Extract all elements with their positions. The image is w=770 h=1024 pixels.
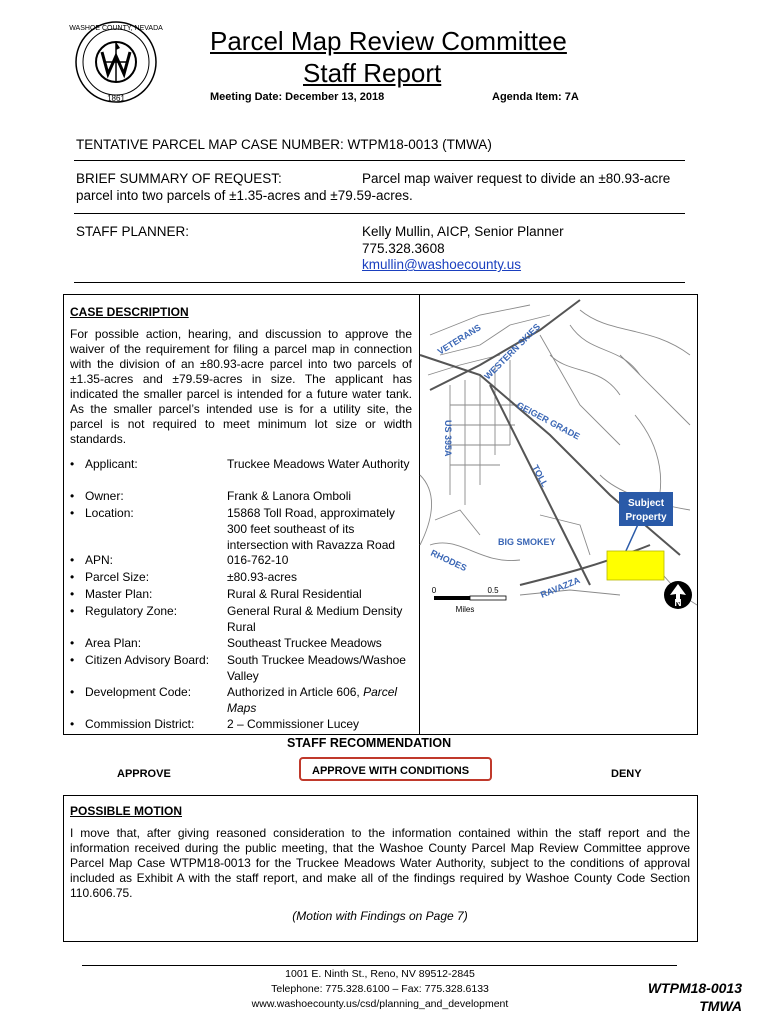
road-label-big-smokey: BIG SMOKEY [498,537,556,547]
scale-unit: Miles [455,605,475,614]
case-detail-label: Parcel Size: [85,570,150,584]
vicinity-map [420,295,697,625]
summary-text-1: Parcel map waiver request to divide an ±80.93-acre [362,171,671,186]
bullet-icon: • [70,457,75,471]
footer-url: www.washoecounty.us/csd/planning_and_development [251,998,509,1010]
case-detail-value [227,716,412,732]
case-number: TENTATIVE PARCEL MAP CASE NUMBER: WTPM18-0013 (TMWA) [76,137,492,152]
footer-address: 1001 E. Ninth St., Reno, NV 89512-2845 [285,968,475,980]
agenda-item: Agenda Item: 7A [492,91,579,103]
planner-name: Kelly Mullin, AICP, Senior Planner [362,224,564,239]
subject-label-1: Subject [627,498,665,509]
page-title-line1: Parcel Map Review Committee [210,26,567,56]
motion-text: I move that, after giving reasoned consideration to the information contained within the staff report and the information received during the public meeting, that the Washoe County Parcel Map Review Committee approve Parcel Map Case WTPM18-0013 for the Truckee Meadows Water Authority, subject to the conditions of approval included as Exhibit A with the staff report, and make all of the findings required by Washoe County Code Section 110.606.75. [70,826,690,900]
county-seal [69,18,163,106]
road-label-us395a: US 395A [443,420,453,457]
case-detail-label: APN: [85,553,114,567]
case-detail-value-text: Rural & Rural Residential [227,587,362,601]
case-detail-value [227,505,412,553]
case-detail-value-text: Southeast Truckee Meadows [227,636,382,650]
case-detail-value-text: 15868 Toll Road, approximately 300 feet southeast of its intersection with Ravazza Road [227,506,396,552]
case-detail-value-text: 2 – Commissioner Lucey [227,717,360,731]
case-detail-label: Commission District: [85,717,195,731]
footer-case-applicant: TMWA [699,998,742,1014]
road-label-geiger-grade: GEIGER GRADE [515,399,582,442]
deny-option: DENY [611,768,642,780]
bullet-icon: • [70,653,75,667]
bullet-icon: • [70,570,75,584]
case-detail-value-text: Truckee Meadows Water Authority [227,457,410,471]
footer-case-number: WTPM18-0013 [647,980,742,996]
road-label-toll: TOLL [530,463,551,489]
staff-recommendation-heading: STAFF RECOMMENDATION [287,736,452,750]
divider [74,282,685,283]
approve-option: APPROVE [117,768,171,780]
case-detail-label: Development Code: [85,685,192,699]
case-detail-value [227,456,412,472]
case-detail-label: Area Plan: [85,636,142,650]
seal-text: WASHOE COUNTY, NEVADA [69,25,163,32]
case-detail-value [227,586,412,602]
footer-phone: Telephone: 775.328.6100 – Fax: 775.328.6133 [271,983,489,995]
bullet-icon: • [70,717,75,731]
case-detail-value [227,552,412,568]
page-title-line2: Staff Report [303,58,442,88]
scale-start: 0 [431,586,437,595]
divider [74,160,685,161]
bullet-icon: • [70,553,75,567]
case-detail-value-text: General Rural & Medium Density Rural [227,604,403,634]
motion-note: (Motion with Findings on Page 7) [292,909,468,923]
summary-label: BRIEF SUMMARY OF REQUEST: [76,171,282,186]
planner-email-link[interactable]: kmullin@washoecounty.us [362,257,522,272]
case-detail-value [227,652,412,684]
case-description-text: For possible action, hearing, and discussion to approve the waiver of the requirement for filing a parcel map in connection with the division of an ±80.93-acre parcel into two parcels of ±1.35-acres and ±79.59-acres in size. The applicant has indicated the smaller parcel is intended for a future water tank. As the smaller parcel’s intended use is for a utility site, the parcel is not required to meet minimum lot size or width standards. [70,327,412,446]
approve-with-conditions-option: APPROVE WITH CONDITIONS [312,765,470,777]
case-detail-label: Citizen Advisory Board: [85,653,210,667]
case-detail-label: Applicant: [85,457,138,471]
case-detail-value [227,488,412,504]
case-description-heading: CASE DESCRIPTION [70,305,189,319]
footer-divider [82,965,677,966]
summary-text-2: parcel into two parcels of ±1.35-acres and ±79.59-acres. [76,188,413,203]
case-detail-value [227,569,412,585]
planner-phone: 775.328.3608 [362,241,445,256]
case-detail-label: Owner: [85,489,124,503]
case-detail-label: Regulatory Zone: [85,604,178,618]
road-label-ravazza: RAVAZZA [539,574,582,600]
case-detail-value-text: Frank & Lanora Omboli [227,489,352,503]
case-detail-label: Master Plan: [85,587,153,601]
road-label-western-skies: WESTERN SKIES [482,321,543,382]
meeting-date: Meeting Date: December 13, 2018 [210,91,385,103]
possible-motion-heading: POSSIBLE MOTION [70,804,183,818]
seal-year: 1861 [107,94,125,103]
case-detail-value-text: Authorized in Article 606, [227,685,364,699]
north-label: N [674,598,682,609]
divider [74,213,685,214]
subject-property-parcel [607,551,664,580]
subject-label-2: Property [625,512,667,523]
bullet-icon: • [70,604,75,618]
planner-label: STAFF PLANNER: [76,224,190,239]
case-detail-value-text: South Truckee Meadows/Washoe Valley [227,653,406,683]
road-label-veterans: VETERANS [435,322,483,357]
bullet-icon: • [70,587,75,601]
scale-end: 0.5 [487,586,499,595]
case-detail-value [227,684,412,716]
case-detail-value-text: 016-762-10 [227,553,289,567]
case-detail-value [227,603,412,635]
case-detail-value-text: ±80.93-acres [227,570,297,584]
bullet-icon: • [70,636,75,650]
case-detail-value-italic: Parcel Maps [227,685,398,715]
bullet-icon: • [70,685,75,699]
bullet-icon: • [70,506,75,520]
bullet-icon: • [70,489,75,503]
case-detail-label: Location: [85,506,134,520]
case-detail-value [227,635,412,651]
road-label-rhodes: RHODES [429,547,469,574]
